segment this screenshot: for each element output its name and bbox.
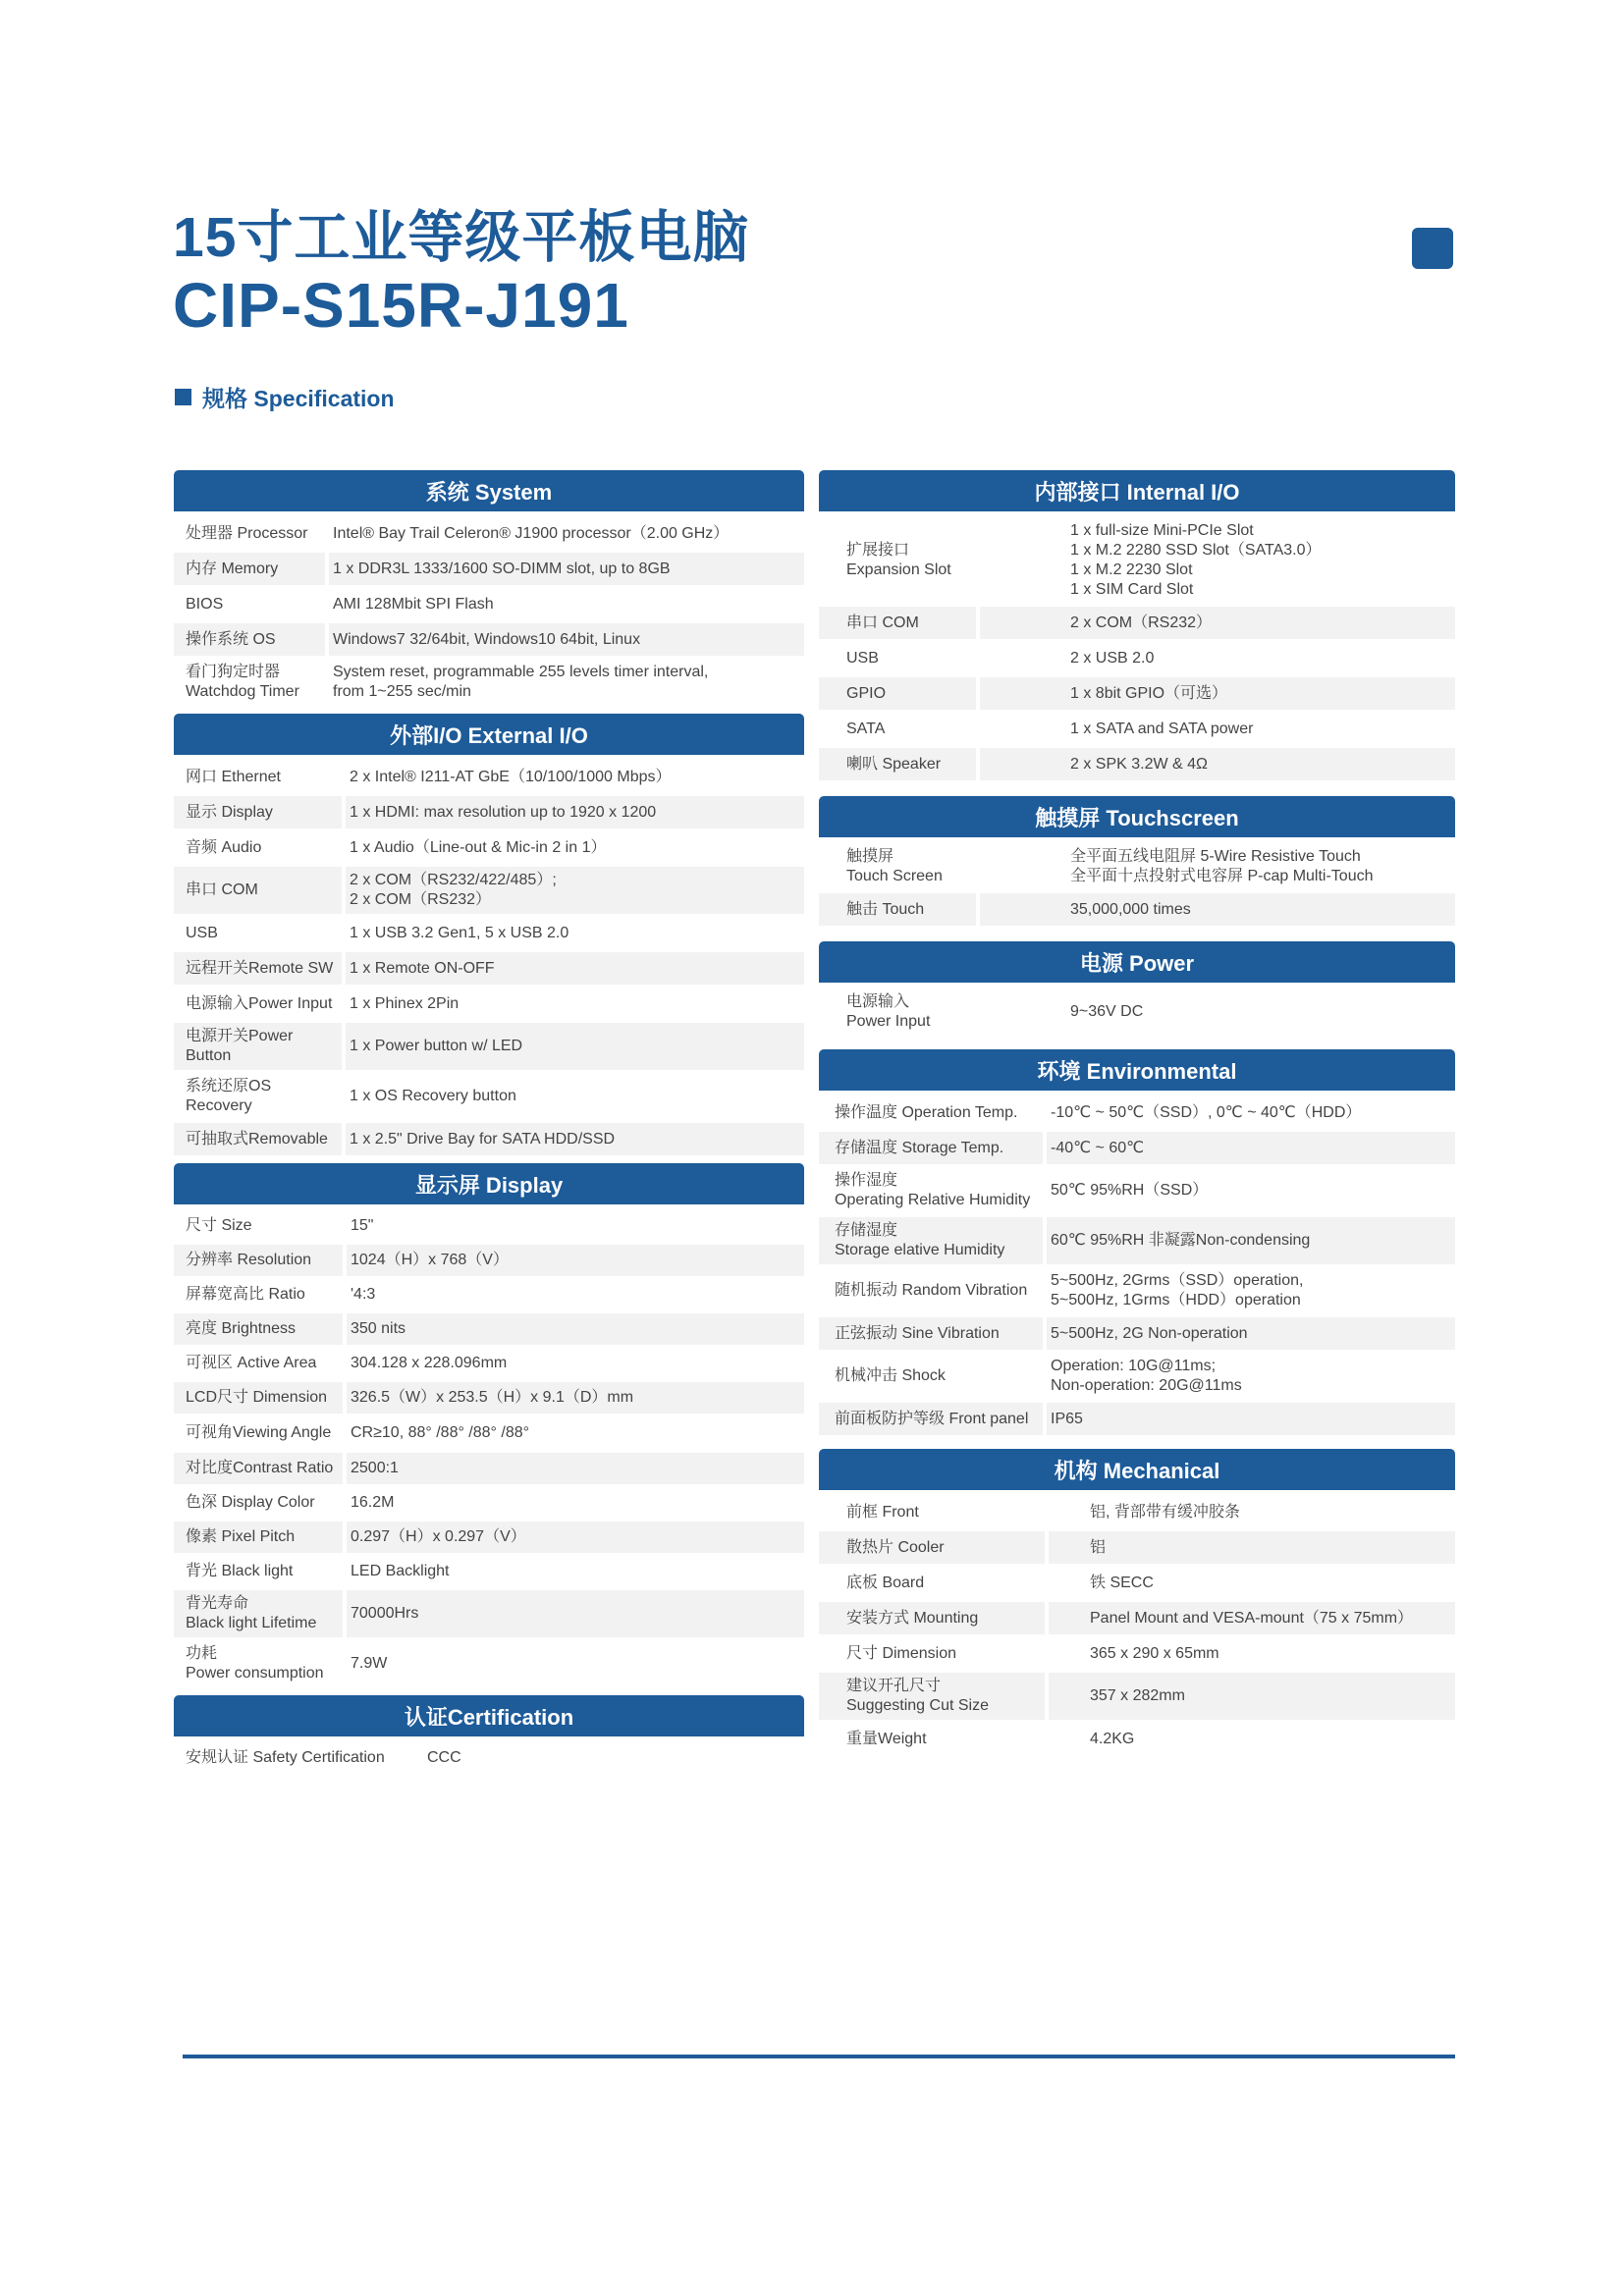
spec-label: 散热片 Cooler <box>819 1531 1045 1564</box>
spec-value: 1 x Phinex 2Pin <box>350 994 460 1012</box>
section-header: 系统 System <box>174 470 804 511</box>
spec-value: CR≥10, 88° /88° /88° /88° <box>351 1424 530 1441</box>
spec-label: 电源开关Power Button <box>174 1023 342 1070</box>
spec-label: 看门狗定时器 Watchdog Timer <box>186 664 299 700</box>
spec-label: 电源输入 Power Input <box>846 993 931 1030</box>
section-certification <box>174 1695 804 1774</box>
spec-value: IP65 <box>1047 1403 1455 1435</box>
spec-row <box>819 713 1455 745</box>
spec-heading-text: 规格 Specification <box>202 386 395 411</box>
spec-row <box>819 1217 1455 1264</box>
spec-value: 304.128 x 228.096mm <box>351 1355 508 1371</box>
footer-divider <box>183 2055 1455 2058</box>
spec-label: 远程开关Remote SW <box>174 952 342 985</box>
spec-row <box>819 748 1455 780</box>
spec-label: 操作温度 Operation Temp. <box>835 1103 1018 1121</box>
spec-row <box>819 1167 1455 1214</box>
spec-label: 串口 COM <box>174 867 342 914</box>
spec-value: 1 x full-size Mini-PCIe Slot 1 x M.2 2280 SSD Slot（SATA3.0） 1 x M.2 2230 Slot 1 x SIM Card Slot <box>1070 522 1322 598</box>
section-header: 电源 Power <box>819 941 1455 983</box>
spec-value: 60℃ 95%RH 非凝露Non-condensing <box>1047 1217 1455 1264</box>
spec-label: 分辨率 Resolution <box>174 1245 343 1276</box>
spec-value: 326.5（W）x 253.5（H）x 9.1（D）mm <box>347 1382 804 1414</box>
spec-row <box>174 867 804 914</box>
spec-label: 屏幕宽高比 Ratio <box>186 1286 305 1303</box>
spec-row <box>174 588 804 620</box>
spec-row <box>174 1487 804 1519</box>
spec-label: 电源输入Power Input <box>186 994 333 1012</box>
spec-value: 1 x SATA and SATA power <box>1070 720 1254 737</box>
spec-value: 2 x SPK 3.2W & 4Ω <box>980 748 1455 780</box>
spec-value: 1 x HDMI: max resolution up to 1920 x 1200 <box>346 796 804 828</box>
section-header: 触摸屏 Touchscreen <box>819 796 1455 837</box>
spec-label: 尺寸 Size <box>186 1217 252 1234</box>
spec-value: 1 x DDR3L 1333/1600 SO-DIMM slot, up to 8GB <box>329 553 804 585</box>
spec-row <box>819 893 1455 926</box>
section-environmental <box>819 1049 1455 1435</box>
spec-row <box>819 1353 1455 1400</box>
spec-row <box>174 1556 804 1587</box>
spec-value: 2 x USB 2.0 <box>1070 649 1155 667</box>
spec-row <box>174 1348 804 1379</box>
spec-row <box>174 1453 804 1484</box>
spec-label: 扩展接口 Expansion Slot <box>846 542 951 578</box>
spec-value: 2 x COM（RS232/422/485）; 2 x COM（RS232） <box>346 867 804 914</box>
spec-row <box>819 517 1455 604</box>
spec-row <box>174 1245 804 1276</box>
spec-label: 正弦振动 Sine Vibration <box>819 1317 1043 1350</box>
spec-row <box>819 1602 1455 1634</box>
spec-row <box>819 843 1455 890</box>
spec-value: 1 x 2.5" Drive Bay for SATA HDD/SSD <box>346 1123 804 1155</box>
section-power <box>819 941 1455 1036</box>
spec-value: Windows7 32/64bit, Windows10 64bit, Linux <box>329 623 804 656</box>
spec-row <box>174 761 804 793</box>
section-internal-io <box>819 470 1455 780</box>
spec-row <box>819 677 1455 710</box>
spec-row <box>174 1522 804 1553</box>
spec-row <box>174 1742 804 1774</box>
right-column <box>819 470 1455 1758</box>
spec-label: 重量Weight <box>846 1730 927 1747</box>
spec-label: 功耗 Power consumption <box>186 1645 324 1682</box>
spec-value: '4:3 <box>351 1286 376 1303</box>
section-header: 内部接口 Internal I/O <box>819 470 1455 511</box>
spec-value: 357 x 282mm <box>1049 1673 1455 1720</box>
spec-value: Intel® Bay Trail Celeron® J1900 processor（2.00 GHz） <box>333 524 730 542</box>
spec-row <box>819 1132 1455 1164</box>
spec-row <box>819 642 1455 674</box>
spec-row <box>819 1096 1455 1129</box>
spec-row <box>174 988 804 1020</box>
corner-square-decoration <box>1412 228 1453 269</box>
spec-row <box>174 659 804 706</box>
spec-value: 50℃ 95%RH（SSD） <box>1051 1182 1209 1199</box>
spec-value: 350 nits <box>347 1313 804 1345</box>
spec-label: 安规认证 Safety Certification <box>186 1749 385 1766</box>
spec-value: -40℃ ~ 60℃ <box>1047 1132 1455 1164</box>
spec-value: Panel Mount and VESA-mount（75 x 75mm） <box>1049 1602 1455 1634</box>
spec-value: 1 x 8bit GPIO（可选） <box>980 677 1455 710</box>
spec-label: SATA <box>846 720 886 737</box>
spec-label: USB <box>186 924 218 941</box>
spec-label: 内存 Memory <box>174 553 325 585</box>
spec-row <box>819 988 1455 1036</box>
spec-label: 存储湿度 Storage elative Humidity <box>819 1217 1043 1264</box>
spec-label: 尺寸 Dimension <box>846 1644 957 1662</box>
spec-value: 0.297（H）x 0.297（V） <box>347 1522 804 1553</box>
spec-label: GPIO <box>819 677 976 710</box>
spec-value: 1 x Audio（Line-out & Mic-in 2 in 1） <box>350 838 607 856</box>
spec-row <box>819 1567 1455 1599</box>
spec-label: 网口 Ethernet <box>186 768 281 785</box>
spec-label: 底板 Board <box>846 1574 925 1591</box>
spec-label: 背光 Black light <box>186 1563 294 1579</box>
section-header: 外部I/O External I/O <box>174 714 804 755</box>
spec-value: 铝 <box>1049 1531 1455 1564</box>
spec-label: 喇叭 Speaker <box>819 748 976 780</box>
spec-value: 2 x COM（RS232） <box>980 607 1455 639</box>
spec-row <box>174 952 804 985</box>
spec-label: 随机振动 Random Vibration <box>835 1282 1028 1299</box>
spec-row <box>174 1023 804 1070</box>
page-title <box>173 206 750 341</box>
section-external-io <box>174 714 804 1155</box>
section-system <box>174 470 804 706</box>
spec-label: 存储温度 Storage Temp. <box>819 1132 1043 1164</box>
spec-row <box>174 1073 804 1120</box>
spec-label: 色深 Display Color <box>186 1494 315 1511</box>
spec-row <box>174 517 804 550</box>
spec-row <box>819 1723 1455 1755</box>
spec-label: 触摸屏 Touch Screen <box>846 848 943 884</box>
spec-label: 安装方式 Mounting <box>819 1602 1045 1634</box>
spec-row <box>174 1590 804 1637</box>
spec-label: USB <box>846 649 879 667</box>
spec-value: 5~500Hz, 2Grms（SSD）operation, 5~500Hz, 1Grms（HDD）operation <box>1051 1272 1304 1308</box>
spec-row <box>174 1640 804 1687</box>
spec-label: 系统还原OS Recovery <box>186 1078 272 1114</box>
spec-heading <box>175 381 395 413</box>
spec-value: 1 x USB 3.2 Gen1, 5 x USB 2.0 <box>350 924 569 941</box>
spec-label: 前框 Front <box>846 1503 919 1521</box>
spec-value: 1 x Power button w/ LED <box>346 1023 804 1070</box>
spec-row <box>819 1637 1455 1670</box>
section-header: 认证Certification <box>174 1695 804 1736</box>
spec-value: 7.9W <box>351 1655 388 1672</box>
spec-row <box>819 1403 1455 1435</box>
spec-row <box>174 831 804 864</box>
spec-label: 显示 Display <box>174 796 342 828</box>
spec-label: 串口 COM <box>819 607 976 639</box>
spec-label: 可抽取式Removable <box>174 1123 342 1155</box>
spec-value: CCC <box>427 1749 461 1766</box>
spec-label: 触击 Touch <box>819 893 976 926</box>
spec-value: 16.2M <box>351 1494 395 1511</box>
spec-label: 前面板防护等级 Front panel <box>819 1403 1043 1435</box>
spec-label: 操作湿度 Operating Relative Humidity <box>835 1172 1031 1208</box>
spec-value: LED Backlight <box>351 1563 450 1579</box>
spec-row <box>174 1210 804 1242</box>
spec-row <box>174 796 804 828</box>
spec-value: System reset, programmable 255 levels timer interval, from 1~255 sec/min <box>333 664 709 700</box>
spec-value: 4.2KG <box>1090 1730 1135 1747</box>
spec-value: -10℃ ~ 50℃（SSD）, 0℃ ~ 40℃（HDD） <box>1051 1103 1362 1121</box>
spec-value: 2500:1 <box>347 1453 804 1484</box>
spec-label: 建议开孔尺寸 Suggesting Cut Size <box>819 1673 1045 1720</box>
spec-label: BIOS <box>186 595 224 613</box>
spec-value: Operation: 10G@11ms; Non-operation: 20G@11ms <box>1051 1358 1242 1394</box>
spec-label: 处理器 Processor <box>186 524 308 542</box>
section-touchscreen <box>819 796 1455 926</box>
section-header: 机构 Mechanical <box>819 1449 1455 1490</box>
section-mechanical <box>819 1449 1455 1755</box>
spec-label: 对比度Contrast Ratio <box>174 1453 343 1484</box>
spec-label: 像素 Pixel Pitch <box>174 1522 343 1553</box>
spec-value: 1 x Remote ON-OFF <box>346 952 804 985</box>
spec-value: 铁 SECC <box>1090 1574 1154 1591</box>
spec-value: 全平面五线电阻屏 5-Wire Resistive Touch 全平面十点投射式电容屏 P-cap Multi-Touch <box>1070 848 1374 884</box>
spec-value: 70000Hrs <box>347 1590 804 1637</box>
spec-row <box>174 1313 804 1345</box>
spec-value: 1 x OS Recovery button <box>350 1088 516 1104</box>
spec-row <box>819 1317 1455 1350</box>
spec-value: 15" <box>351 1217 374 1234</box>
title-model: CIP-S15R-J191 <box>173 270 629 341</box>
spec-row <box>819 1673 1455 1720</box>
spec-label: 机械冲击 Shock <box>835 1367 946 1384</box>
spec-value: 2 x Intel® I211-AT GbE（10/100/1000 Mbps） <box>350 768 672 785</box>
spec-label: 可视角Viewing Angle <box>186 1424 332 1441</box>
title-chinese: 15寸工业等级平板电脑 <box>173 206 750 269</box>
spec-row <box>174 1416 804 1450</box>
square-bullet-icon <box>175 389 191 405</box>
spec-row <box>819 607 1455 639</box>
left-column <box>174 470 804 1777</box>
spec-row <box>819 1496 1455 1528</box>
spec-row <box>174 553 804 585</box>
spec-label: 亮度 Brightness <box>174 1313 343 1345</box>
spec-label: LCD尺寸 Dimension <box>174 1382 343 1414</box>
spec-row <box>174 1382 804 1414</box>
section-display <box>174 1163 804 1687</box>
spec-label: 背光寿命 Black light Lifetime <box>174 1590 343 1637</box>
spec-value: 1024（H）x 768（V） <box>347 1245 804 1276</box>
spec-row <box>174 1279 804 1310</box>
spec-label: 操作系统 OS <box>174 623 325 656</box>
spec-value: 铝, 背部带有缓冲胶条 <box>1090 1503 1240 1521</box>
spec-value: 35,000,000 times <box>980 893 1455 926</box>
section-header: 环境 Environmental <box>819 1049 1455 1091</box>
spec-row <box>819 1267 1455 1314</box>
spec-label: 可视区 Active Area <box>186 1355 317 1371</box>
spec-value: 5~500Hz, 2G Non-operation <box>1047 1317 1455 1350</box>
spec-value: 365 x 290 x 65mm <box>1090 1644 1219 1662</box>
spec-label: 音频 Audio <box>186 838 262 856</box>
spec-row <box>174 1123 804 1155</box>
spec-row <box>174 623 804 656</box>
section-header: 显示屏 Display <box>174 1163 804 1204</box>
spec-row <box>819 1531 1455 1564</box>
spec-row <box>174 917 804 949</box>
spec-value: AMI 128Mbit SPI Flash <box>333 595 494 613</box>
spec-value: 9~36V DC <box>1070 1003 1144 1020</box>
